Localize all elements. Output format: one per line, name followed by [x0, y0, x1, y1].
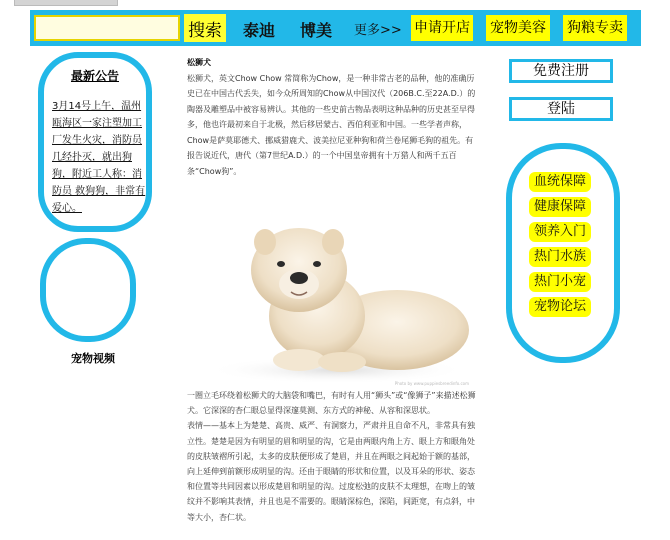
link-health-guarantee[interactable]: 健康保障	[529, 197, 591, 217]
browser-tab[interactable]	[14, 0, 118, 6]
link-adoption-guide[interactable]: 领养入门	[529, 222, 591, 242]
apply-store-button[interactable]: 申请开店	[411, 15, 473, 41]
link-pet-forum[interactable]: 宠物论坛	[529, 297, 591, 317]
article-paragraph: 表情——基本上为楚楚、高贵、威严、有洞察力，严肃并且自命不凡，非常具有独立性。楚楚是因为有明显的眉和明显的沟，它是由两眼内角上方、眼上方和眼角处的皮肤皱褶所引起，太多的皮肤便形成了楚眉，并且在两眼之间起始于额的基部，向上延伸到前额形成明显的沟。还由于眼睛的形状和位置，以及耳朵的形状、姿态和位置等共同因素以形成楚眉和明显的沟。过度松弛的皮肤不太理想，在吻上的皱纹并不影响其表情，并且也是不需要的。眼睛深棕色，深陷，间距宽，有点斜，中等大小，杏仁状。	[187, 421, 475, 522]
dog-food-shop-button[interactable]: 狗粮专卖	[563, 15, 627, 41]
dog-illustration	[187, 212, 477, 388]
search-button[interactable]: 搜索	[184, 14, 226, 42]
quick-links-panel	[506, 143, 620, 363]
link-small-pets[interactable]: 热门小宠	[529, 272, 591, 292]
announcement-panel	[38, 52, 152, 232]
nav-link-pomeranian[interactable]: 博美	[300, 21, 333, 40]
article-body	[187, 388, 477, 525]
announcement-title: 最新公告	[70, 69, 119, 83]
pet-grooming-button[interactable]: 宠物美容	[486, 15, 550, 41]
announcement-link[interactable]: 3月14号上午，温州瓯海区一家注塑加工厂发生火灾，消防员几经扑灭，就出狗狗，附近工人称：消防员 救狗狗，非常有爱心。	[52, 101, 146, 214]
nav-link-teddy[interactable]: 泰迪	[243, 21, 276, 40]
chow-chow-photo	[187, 212, 477, 388]
nav-more-link[interactable]: 更多>>	[354, 23, 402, 38]
pet-video-label: 宠物视频	[71, 352, 115, 365]
pet-video-player[interactable]	[40, 238, 136, 342]
top-navigation-bar	[30, 10, 641, 46]
article-intro-text: 松狮犬，英文Chow Chow 常简称为Chow，是一种非常古老的品种，他的准确历史已在中国古代丢失，如今众所周知的Chow从中国汉代（206B.C.至22A.D.）的陶器及雕塑品中被容易辨认。其他的一些史前古物品表明这种品种的历史甚至早得多，他也许最初来自于北极，然后移居蒙古、西伯利亚和中国。一些学者声称，Chow是萨莫耶德犬、挪威猎鹿犬、波美拉尼亚种狗和荷兰卷尾狮毛狗的祖先。有报告说近代，唐代（第7世纪A.D.）的一个中国皇帝拥有十万猎人和两千五百条“Chow狗”。	[187, 73, 476, 176]
article-intro	[187, 55, 477, 179]
link-pedigree-guarantee[interactable]: 血统保障	[529, 172, 591, 192]
article-title: 松狮犬	[187, 58, 211, 67]
register-button[interactable]: 免费注册	[509, 59, 613, 83]
article-paragraph: 一圈立毛环绕着松狮犬的大脑袋和嘴巴，有时有人用“狮头”或“像狮子”来描述松狮犬。它深深的杏仁眼总显得深邃莫测、东方式的神秘、从容和深思状。	[187, 391, 476, 416]
link-aquarium[interactable]: 热门水族	[529, 247, 591, 267]
search-input[interactable]	[34, 15, 180, 41]
login-button[interactable]: 登陆	[509, 97, 613, 121]
photo-caption: Photo by www.puppiesbreedinfo.com	[394, 381, 469, 386]
